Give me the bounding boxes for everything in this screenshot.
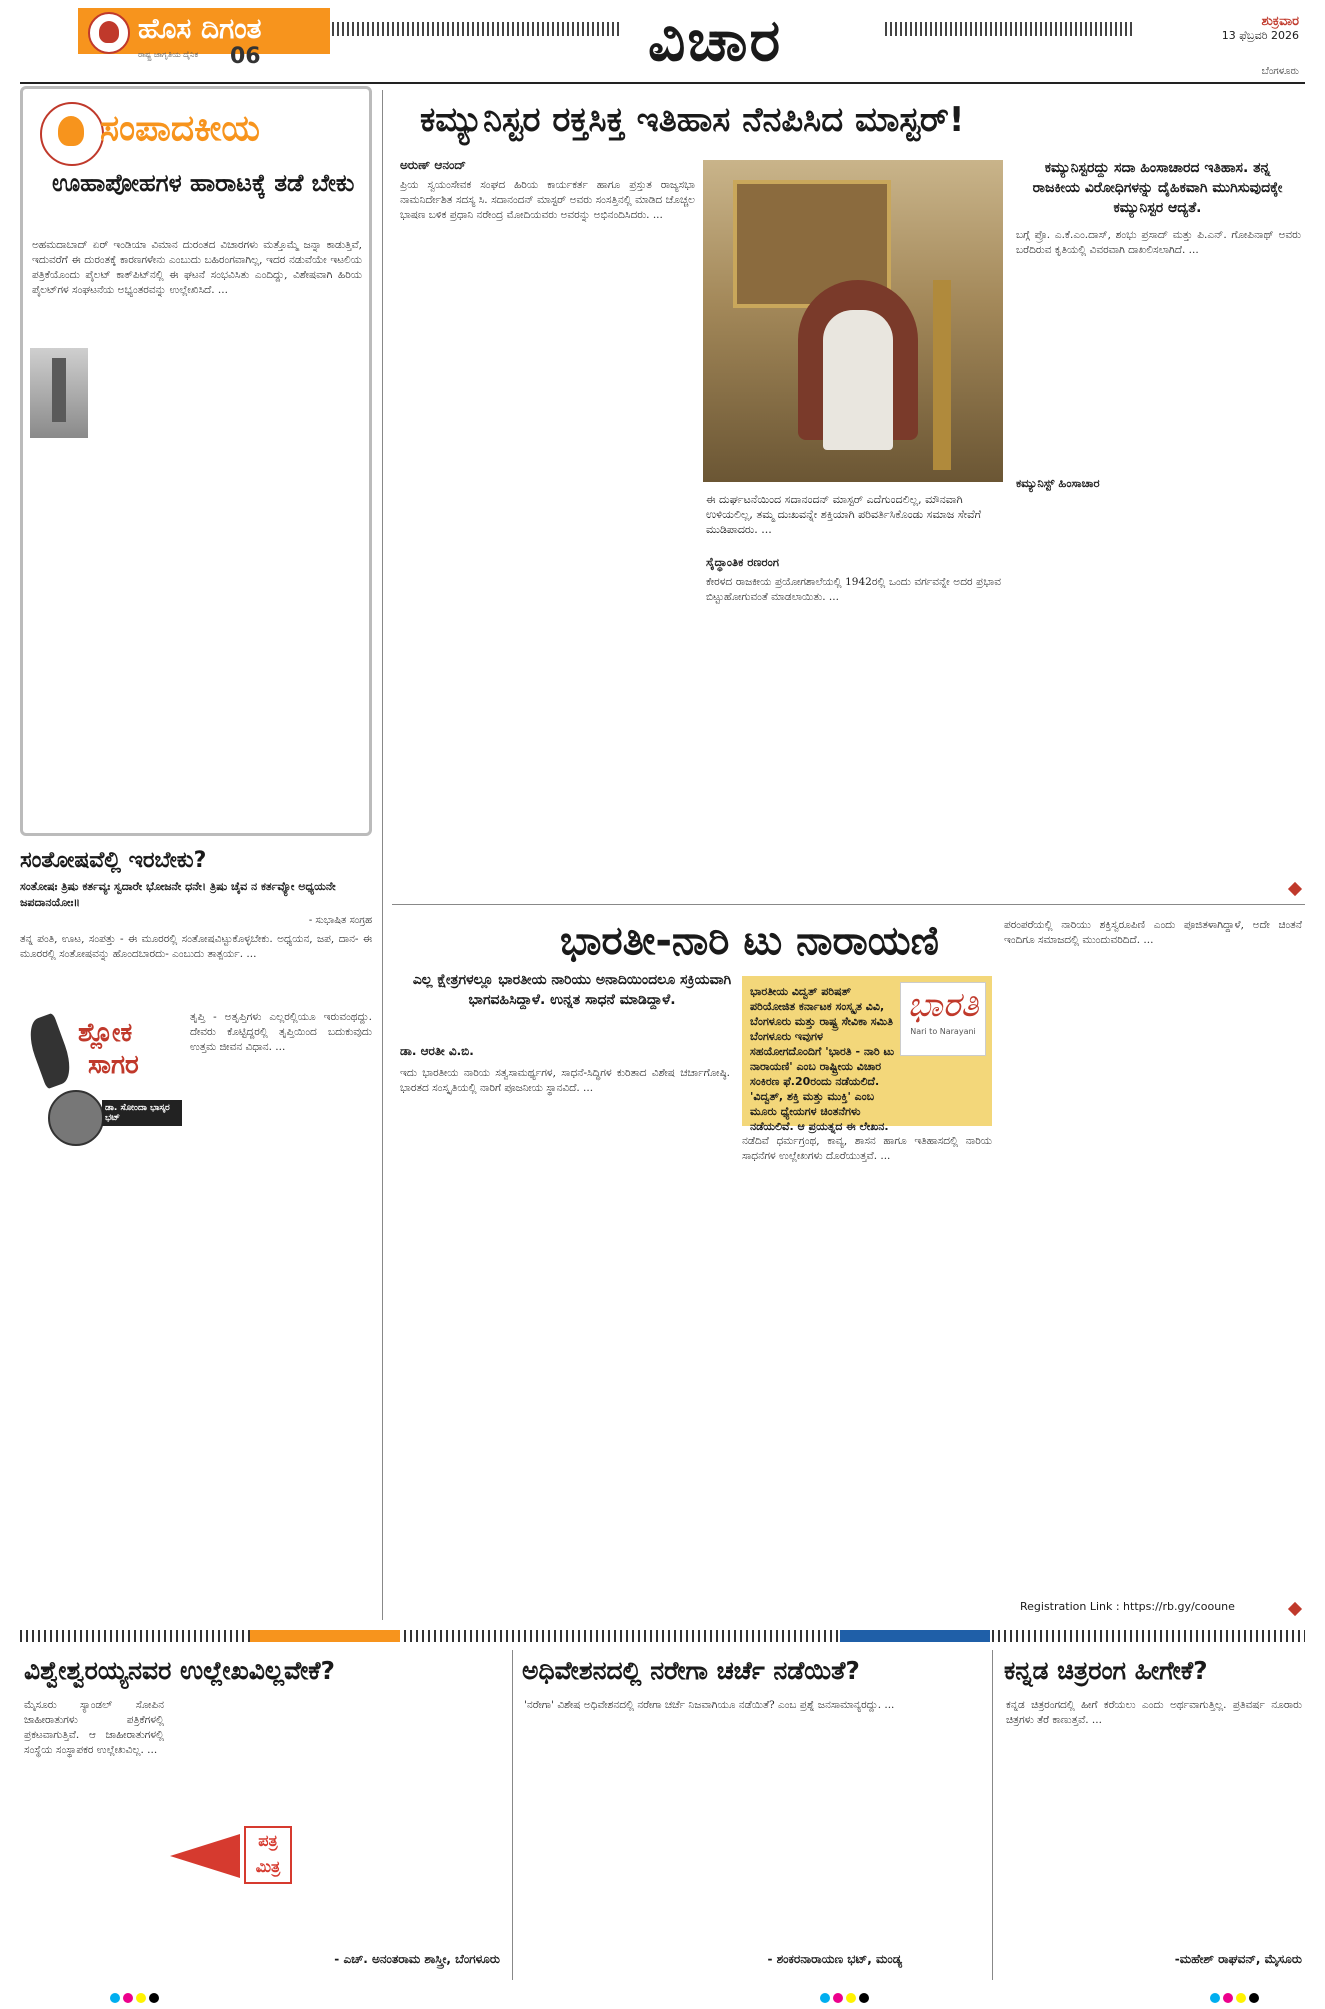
editorial-headline: ಊಹಾಪೋಹಗಳ ಹಾರಾಟಕ್ಕೆ ತಡೆ ಬೇಕು — [52, 169, 355, 197]
end-mark-icon — [1288, 882, 1302, 896]
bharati-headline: ಭಾರತೀ-ನಾರಿ ಟು ನಾರಾಯಣಿ — [560, 918, 939, 964]
letter-2-signature: - ಶಂಕರನಾರಾಯಣ ಭಟ್, ಮಂಡ್ಯ — [767, 1952, 902, 1966]
masthead-rule — [20, 82, 1305, 84]
letters-divider-1 — [512, 1650, 513, 1980]
masthead-hatch-left — [332, 22, 622, 36]
santosha-verse: ಸಂತೋಷಃ ತ್ರಿಷು ಕರ್ತವ್ಯಃ ಸ್ವದಾರೇ ಭೋಜನೇ ಧನೇ। ತ್ರಿಷು ಚೈವ ನ ಕರ್ತವ್ಯೋ ಅಧ್ಯಯನೇ ಜಪದಾನಯೋಃ॥ — [20, 880, 336, 909]
column-divider-left — [382, 90, 383, 1620]
santosha-body: ತನ್ನ ಪಂತಿ, ಊಟ, ಸಂಪತ್ತು - ಈ ಮೂರರಲ್ಲಿ ಸಂತೋಷವಿಟ್ಟುಕೊಳ್ಳಬೇಕು. ಅಧ್ಯಯನ, ಜಪ, ದಾನ- ಈ ಮೂರರಲ್ಲಿ ಸಂತೋಷವನ್ನು ಹೊಂದಬಾರದು- ಎಂಬುದು ತಾತ್ಪರ್ಯ. ... — [20, 933, 372, 960]
paper-name: ಹೊಸ ದಿಗಂತ — [138, 12, 262, 45]
lead-headline: ಕಮ್ಯುನಿಸ್ಟರ ರಕ್ತಸಿಕ್ತ ಇತಿಹಾಸ ನೆನಪಿಸಿದ ಮಾಸ್ಟರ್! — [420, 100, 965, 140]
page-number: 06 — [230, 44, 261, 69]
santosha-headline: ಸಂತೋಷವೆಲ್ಲಿ ಇರಬೇಕು? — [20, 848, 207, 873]
letter-1-headline: ವಿಶ್ವೇಶ್ವರಯ್ಯನವರ ಉಲ್ಲೇಖವಿಲ್ಲವೇಕೆ? — [24, 1656, 336, 1685]
bar-accent-orange — [250, 1630, 400, 1642]
letter-3-signature: -ಮಹೇಶ್ ರಾಘವನ್, ಮೈಸೂರು — [1174, 1952, 1302, 1966]
monument-icon — [52, 358, 66, 422]
letter-1-signature: - ಎಚ್. ಅನಂತರಾಮ ಶಾಸ್ತ್ರೀ, ಬೆಂಗಳೂರು — [334, 1952, 500, 1966]
letter-3-headline: ಕನ್ನಡ ಚಿತ್ರರಂಗ ಹೀಗೇಕೆ? — [1004, 1656, 1208, 1685]
masthead-logo — [78, 8, 330, 54]
author-avatar — [48, 1090, 104, 1146]
section-rule — [392, 904, 1305, 905]
patra-line1: ಪತ್ರ — [258, 1831, 278, 1850]
bharati-logo-sub: Nari to Narayani — [910, 1027, 976, 1036]
editorial-body: ಅಹಮದಾಬಾದ್ ಏರ್ ಇಂಡಿಯಾ ವಿಮಾನ ದುರಂತದ ವಿಚಾರಗಳು ಮತ್ತೊಮ್ಮೆ ಜನ್ನಾ ಕಾಡುತ್ತಿವೆ, ಇದುವರೆಗೆ ಈ ದುರಂತಕ್ಕೆ ಕಾರಣಗಳೇನು ಎಂಬುದು ಬಹಿರಂಗವಾಗಿಲ್ಲ, ಇದರ ನಡುವೆಯೇ ಇಟಲಿಯ ಪತ್ರಿಕೆಯೊಂದು ಪೈಲಟ್ ಕಾಕ್‌ಪಿಟ್‌ನಲ್ಲಿ ಈ ಘಟನೆ ಸಂಭವಿಸಿತು ಎಂದಿದ್ದು, ವಿಶೇಷವಾಗಿ ಹಿರಿಯ ಪೈಲಟ್‌ಗಳ ಸಂಘಟನೆಯ ಅಭ್ಯಂತರವನ್ನು ಉಲ್ಲೇಖಿಸಿದೆ. ... — [32, 239, 362, 296]
bharati-deck: ಎಲ್ಲ ಕ್ಷೇತ್ರಗಳಲ್ಲೂ ಭಾರತೀಯ ನಾರಿಯು ಅನಾದಿಯಿಂದಲೂ ಸಕ್ರಿಯವಾಗಿ ಭಾಗವಹಿಸಿದ್ದಾಳೆ. ಉನ್ನತ ಸಾಧನೆ ಮಾಡಿದ್ದಾಳೆ. — [412, 972, 732, 1008]
day: ಶುಕ್ರವಾರ — [1261, 14, 1299, 29]
registration-marks-1 — [110, 1988, 162, 2007]
paper-plane-icon — [170, 1834, 240, 1878]
lead-pull-quote: ಕಮ್ಯುನಿಸ್ಟರದ್ದು ಸದಾ ಹಿಂಸಾಚಾರದ ಇತಿಹಾಸ. ತನ್ನ ರಾಜಕೀಯ ವಿರೋಧಿಗಳನ್ನು ದೈಹಿಕವಾಗಿ ಮುಗಿಸುವುದಕ್ಕೇ ಕಮ್ಯುನಿಸ್ಟರ ಆದ್ಯತೆ. — [1032, 160, 1283, 216]
lead-subhead-1: ಸೈದ್ಧಾಂತಿಕ ರಣರಂಗ — [706, 555, 779, 569]
santosha-source: - ಸುಭಾಷಿತ ಸಂಗ್ರಹ — [308, 915, 372, 926]
bharati-col3-body: ಪರಂಪರೆಯಲ್ಲಿ ನಾರಿಯು ಶಕ್ತಿಸ್ವರೂಪಿಣಿ ಎಂದು ಪೂಜಿತಳಾಗಿದ್ದಾಳೆ, ಅದೇ ಚಿಂತನೆ ಇಂದಿಗೂ ಸಮಾಜದಲ್ಲಿ ಮುಂದುವರಿದಿದೆ. ... — [1004, 919, 1302, 946]
letters-divider-2 — [992, 1650, 993, 1980]
date: 13 ಫೆಬ್ರವರಿ 2026 — [1221, 29, 1299, 42]
lead-photo-caption: ಈ ದುರ್ಘಟನೆಯಿಂದ ಸದಾನಂದನ್ ಮಾಸ್ಟರ್ ಎದೆಗುಂದಲಿಲ್ಲ, ಮೌನವಾಗಿ ಉಳಿಯಲಿಲ್ಲ, ತಮ್ಮ ದುಃಖವನ್ನೇ ಶಕ್ತಿಯಾಗಿ ಪರಿವರ್ತಿಸಿಕೊಂಡು ಸಮಾಜ ಸೇವೆಗೆ ಮುಡಿಪಾದರು. ... — [706, 493, 982, 536]
editorial-banner: ಸಂಪಾದಕೀಯ — [100, 108, 260, 149]
lamp-icon — [933, 280, 951, 470]
letter-1-body-continued — [270, 1698, 500, 1928]
person-icon — [823, 310, 893, 450]
santosha-box — [20, 848, 372, 1002]
editorial-photo — [30, 348, 88, 438]
end-mark-icon-2 — [1288, 1602, 1302, 1616]
registration-marks-2 — [820, 1988, 872, 2007]
lead-body: ಪ್ರಿಯ ಸ್ವಯಂಸೇವಕ ಸಂಘದ ಹಿರಿಯ ಕಾರ್ಯಕರ್ತ ಹಾಗೂ ಪ್ರಸ್ತುತ ರಾಜ್ಯಸಭಾ ನಾಮನಿರ್ದೇಶಿತ ಸದಸ್ಯ ಸಿ. ಸದಾನಂದನ್ ಮಾಸ್ಟರ್ ಅವರು ಸಂಸತ್ತಿನಲ್ಲಿ ಮಾಡಿದ ಚೊಚ್ಚಲ ಭಾಷಣ ಬಳಿಕ ಪ್ರಧಾನಿ ನರೇಂದ್ರ ಮೋದಿಯವರು ಅವರನ್ನು ಅಭಿನಂದಿಸಿದರು. ... — [400, 179, 695, 221]
editorial-body-continued — [96, 348, 362, 824]
bharati-logo — [900, 982, 986, 1056]
letter-3-body: ಕನ್ನಡ ಚಿತ್ರರಂಗದಲ್ಲಿ ಹೀಗೆ ಕರೆಯಲು ಎಂದು ಅರ್ಥವಾಗುತ್ತಿಲ್ಲ. ಪ್ರತಿವರ್ಷ ನೂರಾರು ಚಿತ್ರಗಳು ತೆರೆ ಕಾಣುತ್ತವೆ. ... — [1006, 1699, 1302, 1726]
editorial-emblem-icon — [40, 102, 104, 166]
registration-link[interactable]: Registration Link : https://rb.gy/cooune — [1020, 1600, 1235, 1613]
feather-icon — [23, 1013, 77, 1090]
registration-marks-3 — [1210, 1988, 1262, 2007]
bharati-col2-body: ನಡೆದಿವೆ ಧರ್ಮಗ್ರಂಥ, ಕಾವ್ಯ, ಶಾಸನ ಹಾಗೂ ಇತಿಹಾಸದಲ್ಲಿ ನಾರಿಯ ಸಾಧನೆಗಳ ಉಲ್ಲೇಖಗಳು ದೊರೆಯುತ್ತವೆ. ... — [742, 1135, 992, 1162]
lead-byline: ಅರುಣ್ ಆನಂದ್ — [400, 158, 466, 172]
sloka-sagara-logo — [28, 1010, 178, 1150]
lead-subhead-2: ಕಮ್ಯುನಿಸ್ಟ್ ಹಿಂಸಾಚಾರ — [1016, 476, 1100, 490]
sloka-title-line2: ಸಾಗರ — [88, 1050, 139, 1080]
dateline — [1222, 14, 1299, 43]
lead-col3-body: ಕೇರಳದ ರಾಜಕೀಯ ಪ್ರಯೋಗಶಾಲೆಯಲ್ಲಿ 1942ರಲ್ಲಿ ಒಂದು ವರ್ಗವನ್ನೇ ಅದರ ಪ್ರಭಾವ ಬಿಟ್ಟುಹೋಗುವಂತೆ ಮಾಡಲಾಯಿತು. ... — [706, 576, 1001, 603]
bharati-byline: ಡಾ. ಆರತೀ ವಿ.ಬಿ. — [400, 1044, 474, 1058]
letter-2-headline: ಅಧಿವೇಶನದಲ್ಲಿ ನರೇಗಾ ಚರ್ಚೆ ನಡೆಯಿತೆ? — [522, 1656, 860, 1685]
paper-tagline: ರಾಷ್ಟ್ರ ಜಾಗೃತಿಯ ದೈನಿಕ — [138, 50, 199, 59]
patra-line2: ಮಿತ್ರ — [255, 1857, 281, 1876]
sloka-body-continued — [26, 1150, 372, 1620]
city: ಬೆಂಗಳೂರು — [1261, 66, 1299, 77]
lead-col4-body-continued — [1016, 496, 1301, 874]
section-title: ವಿಚಾರ — [648, 6, 783, 74]
logo-emblem-icon — [88, 12, 130, 54]
sloka-author: ಡಾ. ಸೋಂದಾ ಭಾಸ್ಕರ ಭಟ್ — [102, 1100, 182, 1126]
letter-1-body: ಮೈಸೂರು ಸ್ಯಾಂಡಲ್ ಸೋಪಿನ ಜಾಹೀರಾತುಗಳು ಪತ್ರಿಕೆಗಳಲ್ಲಿ ಪ್ರಕಟವಾಗುತ್ತಿವೆ. ಆ ಜಾಹೀರಾತುಗಳಲ್ಲಿ ಸಂಸ್ಥೆಯ ಸಂಸ್ಥಾಪಕರ ಉಲ್ಲೇಖವಿಲ್ಲ. ... — [24, 1699, 164, 1756]
bharati-info-text: ಭಾರತೀಯ ವಿದ್ವತ್ ಪರಿಷತ್ ಪರಿಯೋಜಿತ ಕರ್ನಾಟಕ ಸಂಸ್ಕೃತ ವಿವಿ, ಬೆಂಗಳೂರು ಮತ್ತು ರಾಷ್ಟ್ರ ಸೇವಿಕಾ ಸಮಿತಿ ಬೆಂಗಳೂರು ಇವುಗಳ ಸಹಯೋಗದೊಂದಿಗೆ 'ಭಾರತಿ - ನಾರಿ ಟು ನಾರಾಯಣಿ' ಎಂಬ ರಾಷ್ಟ್ರೀಯ ವಿಚಾರ ಸಂಕಿರಣ ಫೆ.20ರಂದು ನಡೆಯಲಿದೆ. 'ವಿದ್ವತ್, ಶಕ್ತಿ ಮತ್ತು ಮುಕ್ತಿ' ಎಂಬ ಮೂರು ಧ್ಯೇಯಗಳ ಚಿಂತನೆಗಳು ನಡೆಯಲಿವೆ. ಆ ಪ್ರಯತ್ನದ ಈ ಲೇಖನ. — [750, 985, 895, 1133]
bharati-logo-main: ಭಾರತಿ — [907, 985, 979, 1025]
sloka-title-line1: ಶ್ಲೋಕ — [78, 1018, 133, 1048]
letters-divider-bar — [20, 1630, 1305, 1642]
masthead-hatch-right — [885, 22, 1135, 36]
bharati-body: ಇದು ಭಾರತೀಯ ನಾರಿಯ ಸತ್ವಸಾಮರ್ಥ್ಯಗಳ, ಸಾಧನೆ-ಸಿದ್ಧಿಗಳ ಕುರಿತಾದ ವಿಶೇಷ ಚರ್ಚಾಗೋಷ್ಠಿ. ಭಾರತದ ಸಂಸ್ಕೃತಿಯಲ್ಲಿ ನಾರಿಗೆ ಪೂಜನೀಯ ಸ್ಥಾನವಿದೆ. ... — [400, 1067, 730, 1094]
lead-photo — [703, 160, 1003, 482]
sloka-body: ತೃಪ್ತಿ - ಅತೃಪ್ತಿಗಳು ಎಲ್ಲರಲ್ಲಿಯೂ ಇರುವಂಥದ್ದು. ದೇವರು ಕೊಟ್ಟಿದ್ದರಲ್ಲಿ ತೃಪ್ತಿಯಿಂದ ಬದುಕುವುದು ಉತ್ತಮ ಜೀವನ ವಿಧಾನ. ... — [190, 1011, 372, 1053]
bar-accent-blue — [840, 1630, 990, 1642]
lead-col4-body: ಬಗ್ಗೆ ಪ್ರೊ. ಎ.ಕೆ.ಎಂ.ದಾಸ್, ಶಂಭು ಪ್ರಸಾದ್ ಮತ್ತು ಪಿ.ಎನ್. ಗೋಪಿನಾಥ್ ಅವರು ಬರೆದಿರುವ ಕೃತಿಯಲ್ಲಿ ವಿವರವಾಗಿ ದಾಖಲಿಸಲಾಗಿದೆ. ... — [1016, 229, 1301, 256]
letter-2-body: 'ನರೇಗಾ' ವಿಶೇಷ ಅಧಿವೇಶನದಲ್ಲಿ ನರೇಗಾ ಚರ್ಚೆ ನಿಜವಾಗಿಯೂ ನಡೆಯಿತೆ? ಎಂಬ ಪ್ರಶ್ನೆ ಜನಸಾಮಾನ್ಯರದ್ದು. ... — [524, 1699, 895, 1711]
